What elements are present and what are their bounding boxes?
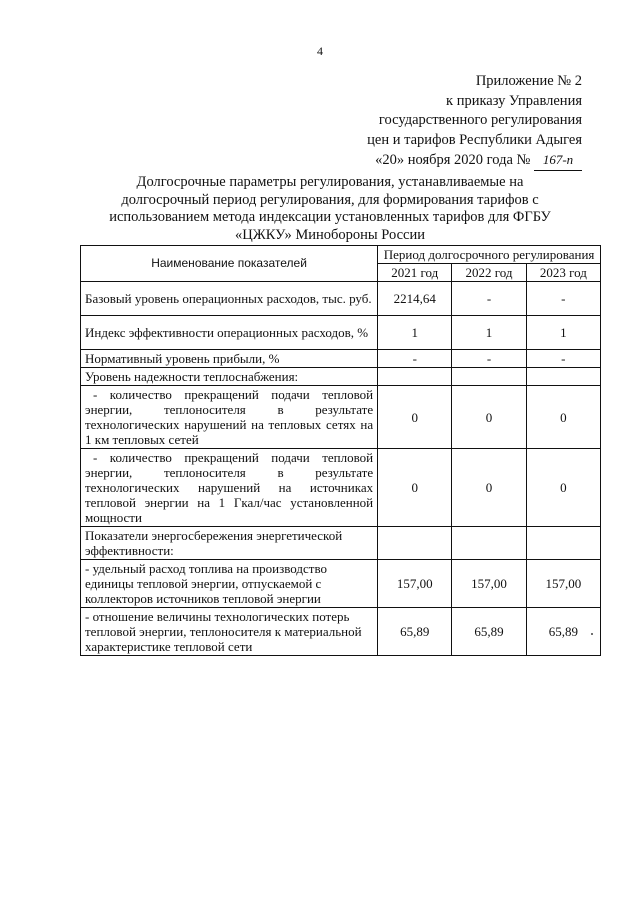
table-row [81,560,601,608]
row-label: - количество прекращений подачи тепловой энергии, теплоносителя в результате технологических нарушений на источниках тепловой энергии на 1 Гкал/час установленной мощности [81,449,378,527]
header-year: 2022 год [452,264,526,282]
header-period: Период долгосрочного регулирования [378,246,601,264]
row-label: Нормативный уровень прибыли, % [81,350,378,368]
row-value: - [378,350,452,368]
header-year: 2021 год [378,264,452,282]
document-title: Долгосрочные параметры регулирования, устанавливаемые на долгосрочный период регулирования, для формирования тарифов с использованием метода индексации установленных тарифов для ФГБУ «ЦЖКУ» Минобороны России [109,174,551,243]
row-value: - [452,282,526,316]
row-value: 1 [378,316,452,350]
header-year: 2023 год [526,264,600,282]
scan-speck [591,633,593,635]
row-value: 0 [378,449,452,527]
row-label: - количество прекращений подачи тепловой энергии, теплоносителя в результате технологических нарушений на тепловых сетях на 1 км тепловых сетей [81,386,378,449]
row-value [452,368,526,386]
row-label: Базовый уровень операционных расходов, тыс. руб. [81,282,378,316]
handwritten-order-number: 167-п [534,150,582,171]
row-value [378,368,452,386]
row-value: - [452,350,526,368]
row-value: - [526,350,600,368]
table-section-row [81,368,601,386]
row-value: 0 [452,449,526,527]
row-value: 0 [526,449,600,527]
appendix-date: «20» ноября 2020 года № [375,152,531,168]
table-header-row [81,246,601,264]
section-label: Уровень надежности теплоснабжения: [81,368,378,386]
row-value: 2214,64 [378,282,452,316]
parameters-table [80,245,601,656]
row-value: 65,89 [526,608,600,656]
row-value: - [526,282,600,316]
row-value: 1 [452,316,526,350]
page-number: 4 [317,44,323,58]
row-value: 157,00 [378,560,452,608]
row-value: 0 [378,386,452,449]
row-value [526,527,600,560]
row-value: 1 [526,316,600,350]
table-row [81,449,601,527]
row-label: - удельный расход топлива на производство единицы тепловой энергии, отпускаемой с коллекторов источников тепловой энергии [81,560,378,608]
appendix-line: Приложение № 2 [475,73,582,89]
row-value: 157,00 [526,560,600,608]
row-label: Индекс эффективности операционных расходов, % [81,316,378,350]
table-row [81,282,601,316]
row-value: 0 [526,386,600,449]
table-section-row [81,527,601,560]
row-value: 65,89 [452,608,526,656]
appendix-date-line [367,150,582,171]
appendix-block [367,72,582,171]
section-label: Показатели энергосбережения энергетической эффективности: [81,527,378,560]
row-value [452,527,526,560]
appendix-line: цен и тарифов Республики Адыгея [367,131,582,148]
header-indicator-name: Наименование показателей [81,246,378,282]
table-row [81,608,601,656]
row-value: 65,89 [378,608,452,656]
table-row [81,386,601,449]
appendix-line: к приказу Управления [446,92,582,109]
row-value [526,368,600,386]
table-row [81,350,601,368]
row-value: 157,00 [452,560,526,608]
row-value [378,527,452,560]
appendix-line: государственного регулирования [378,112,582,128]
table-row [81,316,601,350]
row-value: 0 [452,386,526,449]
row-label: - отношение величины технологических потерь тепловой энергии, теплоносителя к материальной характеристике тепловой сети [81,608,378,656]
